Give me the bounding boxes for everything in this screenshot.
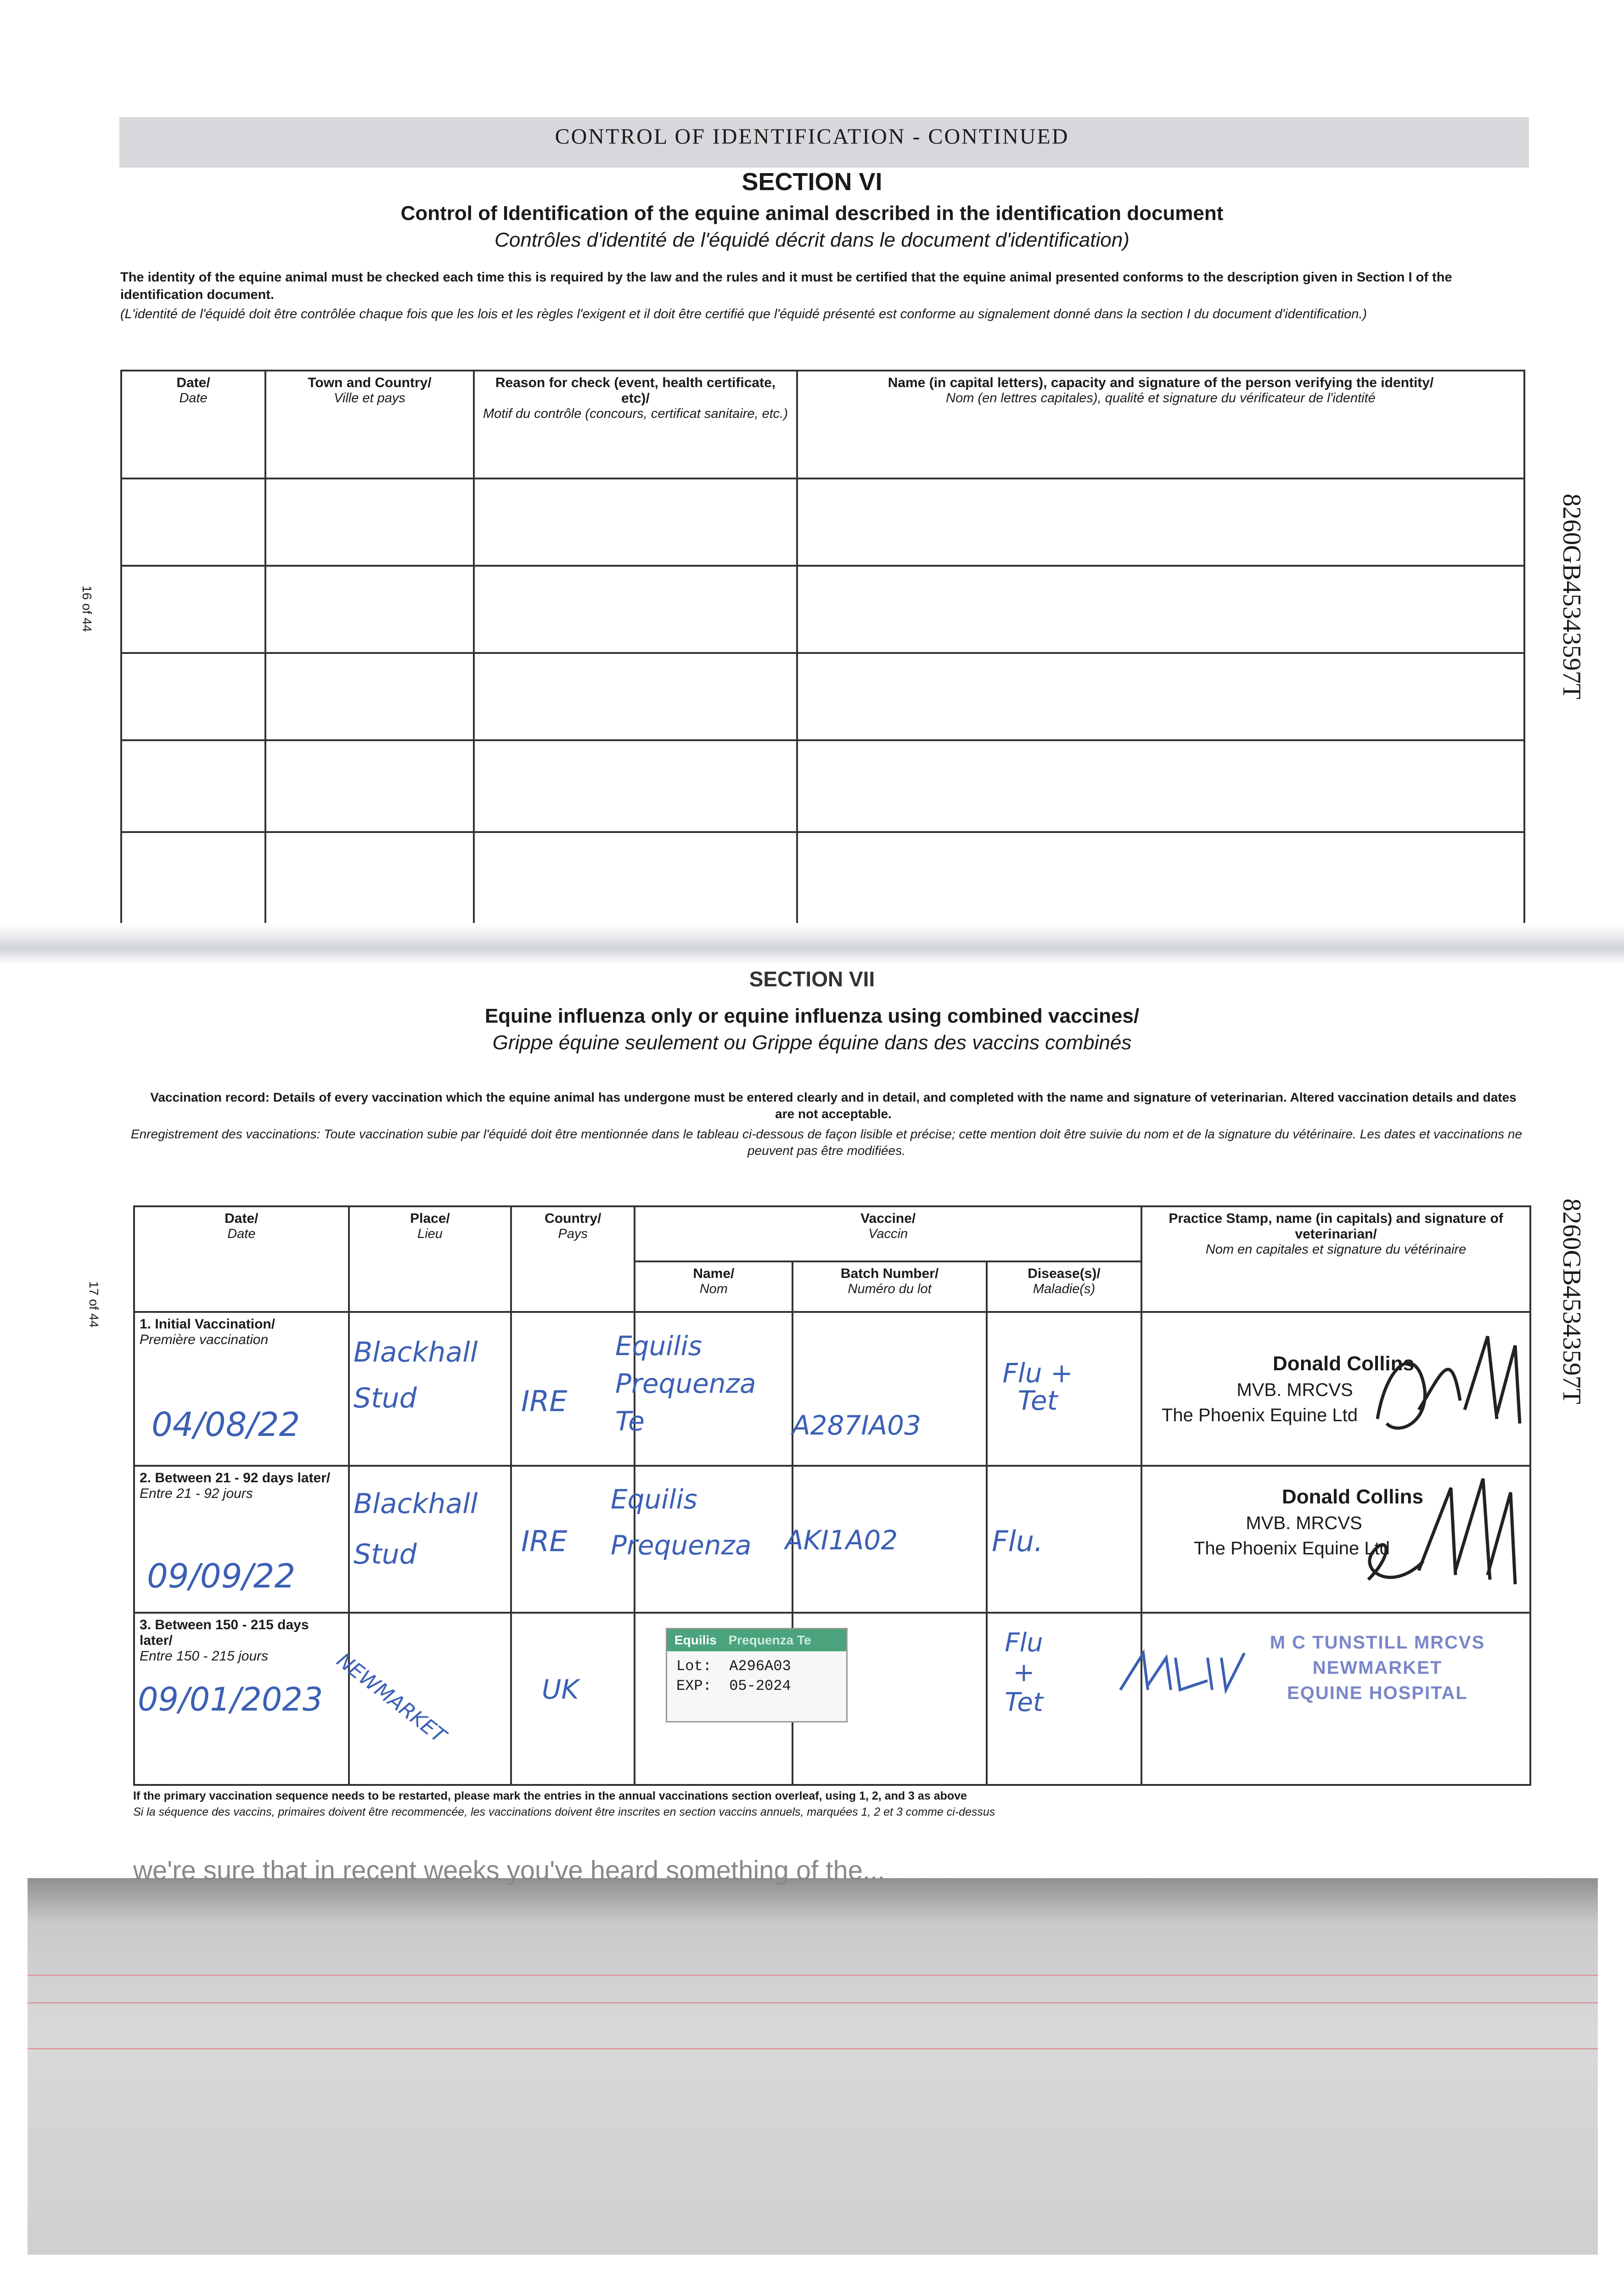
row1-vet-qual: MVB. MRCVS: [1236, 1380, 1353, 1400]
row1-place: Blackhall Stud: [354, 1336, 478, 1414]
table-row: [121, 478, 1524, 566]
section6-title-en: Control of Identification of the equine animal described in the identification document: [400, 202, 1224, 225]
row2-batch: AKI1A02: [785, 1525, 898, 1556]
row3-place: NEWMARKET: [332, 1649, 450, 1748]
row1-date: 04/08/22: [152, 1405, 300, 1444]
row2-vet-name: Donald Collins: [1282, 1486, 1423, 1508]
col-reason: Reason for check (event, health certificate, etc)/ Motif du contrôle (concours, certificat sanitaire, etc.): [474, 371, 797, 478]
row2-place: Blackhall Stud: [354, 1488, 478, 1570]
row2-date: 09/09/22: [147, 1557, 296, 1595]
col-batch: Batch Number/ Numéro du lot: [792, 1261, 986, 1312]
col-vaccine: Vaccine/ Vaccin: [635, 1206, 1141, 1261]
col-place: Place/ Lieu: [349, 1206, 511, 1312]
section6-intro-en: The identity of the equine animal must be checked each time this is required by the law and the rules and it must be certified that the equine animal presented conforms to the description given in Section I of the identification document.: [120, 270, 1452, 302]
row2-vet-qual: MVB. MRCVS: [1246, 1513, 1362, 1533]
stamp-line-1: M C TUNSTILL MRCVS: [1270, 1632, 1485, 1653]
page-number-16: 16 of 44: [80, 585, 94, 632]
section7-title-en: Equine influenza only or equine influenza using combined vaccines/: [484, 1005, 1140, 1027]
table-row: [121, 832, 1524, 935]
table-row: 3. Between 150 - 215 days later/ Entre 150 - 215 jours: [134, 1613, 1530, 1785]
sticker-exp: EXP: 05-2024: [676, 1677, 791, 1694]
row1-vet-practice: The Phoenix Equine Ltd: [1162, 1405, 1358, 1425]
row2-vet-practice: The Phoenix Equine Ltd: [1194, 1538, 1390, 1559]
col-verifier: Name (in capital letters), capacity and signature of the person verifying the identity/ Nom (en lettres capitales), qualité et signature du vérificateur de l'identité: [797, 371, 1524, 478]
section7-intro-fr: Enregistrement des vaccinations: Toute vaccination subie par l'équidé doit être mentionnée dans le tableau ci-dessous de façon lisible et précise; cette mention doit être suivie du nom et de la signature du vétérinaire. Les dates et vaccinations ne peuvent pas être modifiées.: [130, 1127, 1523, 1158]
sticker-lot: Lot: A296A03: [676, 1658, 791, 1675]
row2-signature: [1359, 1460, 1534, 1612]
col-vaccine-name: Name/ Nom: [635, 1261, 792, 1312]
footer-note-en: If the primary vaccination sequence needs to be restarted, please mark the entries in the annual vaccinations section overleaf, using 1, 2, and 3 as above: [133, 1790, 967, 1802]
row3-disease: Flu + Tet: [1005, 1628, 1043, 1717]
ruled-line: [28, 2002, 1598, 2003]
col-disease: Disease(s)/ Maladie(s): [987, 1261, 1141, 1312]
row1-batch: A287IA03: [792, 1410, 921, 1441]
section6-number: SECTION VI: [742, 168, 882, 196]
row1-disease: Flu + Tet: [1002, 1357, 1073, 1416]
row3-signature: [1116, 1639, 1253, 1704]
col-date: Date/ Date: [134, 1206, 349, 1312]
section7-number: SECTION VII: [749, 967, 875, 991]
row1-country: IRE: [521, 1384, 568, 1418]
stamp-line-3: EQUINE HOSPITAL: [1287, 1683, 1468, 1703]
footer-note-fr: Si la séquence des vaccins, primaires doivent être recommencée, les vaccinations doivent être inscrites en section vaccins annuels, marquées 1, 2 et 3 comme ci-dessus: [133, 1806, 995, 1818]
row1-vaccine: Equilis Prequenza Te: [615, 1330, 756, 1437]
page-fold: [0, 923, 1624, 964]
stamp-line-2: NEWMARKET: [1312, 1658, 1443, 1678]
ruled-line: [28, 2048, 1598, 2049]
section6-title-fr: Contrôles d'identité de l'équidé décrit dans le document d'identification): [495, 229, 1129, 251]
table-row: 2. Between 21 - 92 days later/ Entre 21 - 92 jours: [134, 1466, 1530, 1613]
row3-date: 09/01/2023: [138, 1681, 323, 1718]
identity-check-table: [120, 370, 1525, 936]
table-row: 1. Initial Vaccination/ Première vaccination: [134, 1312, 1530, 1466]
table-row: [121, 566, 1524, 653]
section7-intro-en: Vaccination record: Details of every vaccination which the equine animal has undergone must be entered clearly and in detail, and completed with the name and signature of veterinarian. Altered vaccination details and dates are not acceptable.: [150, 1090, 1517, 1121]
ruled-line: [28, 1975, 1598, 1976]
table-row: [121, 740, 1524, 832]
col-town-country: Town and Country/ Ville et pays: [265, 371, 474, 478]
row3-country: UK: [542, 1674, 579, 1705]
section7-title-fr: Grippe équine seulement ou Grippe équine dans des vaccins combinés: [492, 1031, 1132, 1054]
side-code-top: 8260GB45343597T: [1557, 494, 1586, 699]
row2-country: IRE: [521, 1525, 568, 1558]
next-page-strip: [28, 1878, 1598, 2255]
running-title: CONTROL OF IDENTIFICATION - CONTINUED: [555, 124, 1069, 149]
row1-vet-name: Donald Collins: [1273, 1352, 1414, 1375]
page-number-17: 17 of 44: [87, 1281, 101, 1328]
vaccine-batch-sticker: [666, 1628, 848, 1722]
row2-disease: Flu.: [992, 1525, 1043, 1558]
col-date: Date/ Date: [121, 371, 265, 478]
side-code-bottom: 8260GB45343597T: [1557, 1199, 1586, 1404]
row2-vaccine: Equilis Prequenza: [611, 1484, 752, 1561]
sticker-header: Equilis Prequenza Te: [667, 1629, 846, 1651]
section6-intro-fr: (L'identité de l'équidé doit être contrôlée chaque fois que les lois et les règles l'exigent et il doit être certifié que l'équidé présenté est conforme au signalement donné dans la section I du document d'identification.): [120, 307, 1367, 321]
bleed-through-text: we're sure that in recent weeks you've heard something of the...: [133, 1856, 885, 1885]
table-row: [121, 653, 1524, 740]
col-country: Country/ Pays: [511, 1206, 635, 1312]
col-practice: Practice Stamp, name (in capitals) and signature of veterinarian/ Nom en capitales et signature du vétérinaire: [1141, 1206, 1530, 1312]
row1-signature: [1359, 1318, 1534, 1465]
